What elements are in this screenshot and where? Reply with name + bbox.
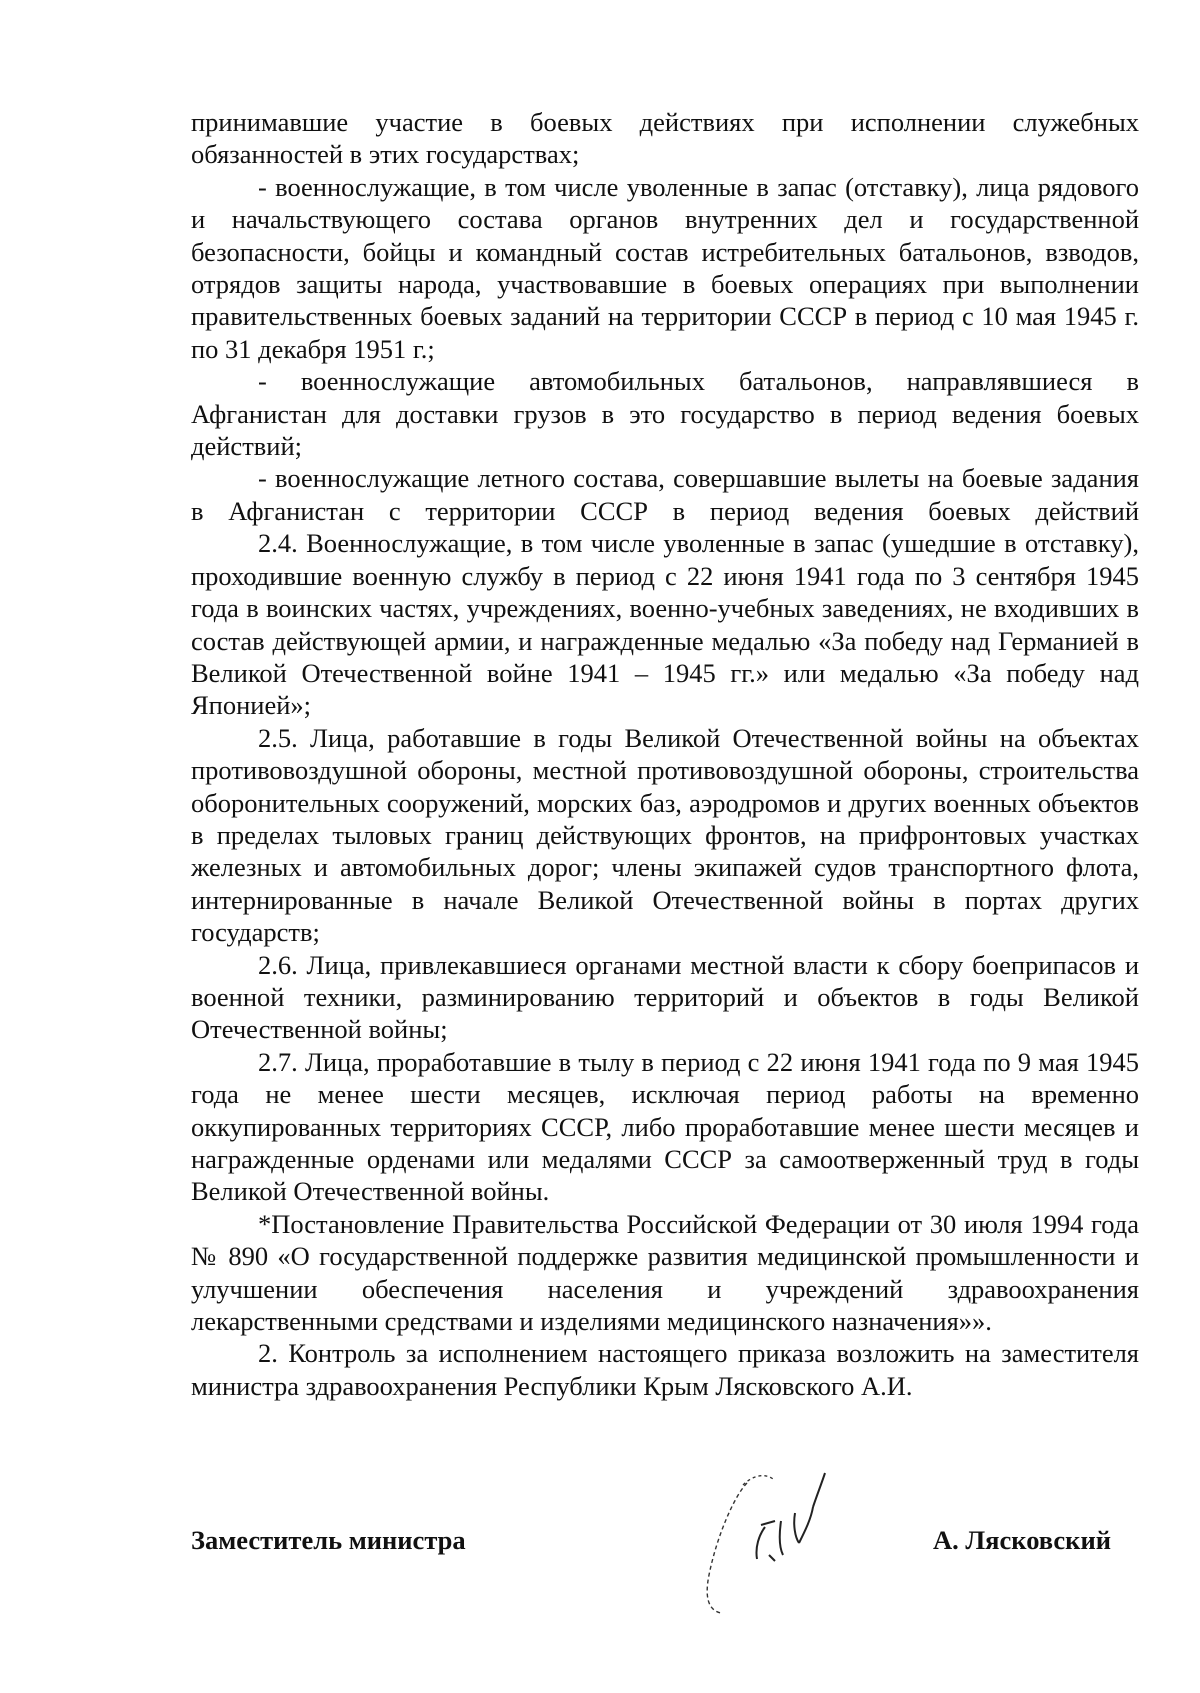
- paragraph-flight-personnel: - военнослужащие летного состава, совершавшие вылеты на боевые задания в Афганистан с территории СССР в период ведения боевых действий: [191, 463, 1139, 526]
- paragraph-2-7: 2.7. Лица, проработавшие в тылу в период с 22 июня 1941 года по 9 мая 1945 года не менее шести месяцев, исключая период работы на временно оккупированных территориях СССР, либо проработавшие менее шести месяцев и награжденные орденами или медалями СССР за самоотверженный труд в годы Великой Отечественной войны.: [191, 1046, 1139, 1207]
- paragraph-continuation: принимавшие участие в боевых действиях при исполнении служебных обязанностей в этих государствах;: [191, 107, 1139, 170]
- paragraph-2-6: 2.6. Лица, привлекавшиеся органами местной власти к сбору боеприпасов и военной техники, разминированию территорий и объектов в годы Великой Отечественной войны;: [191, 949, 1139, 1045]
- signatory-name: А. Лясковский: [933, 1525, 1111, 1555]
- paragraph-footnote-decree: *Постановление Правительства Российской Федерации от 30 июля 1994 года № 890 «О государственной поддержке развития медицинской промышленности и улучшении обеспечения населения и учреждений здравоохранения лекарственными средствами и изделиями медицинского назначения»».: [191, 1208, 1139, 1337]
- paragraph-military-internal-affairs: - военнослужащие, в том числе уволенные в запас (отставку), лица рядового и начальствующего состава органов внутренних дел и государственной безопасности, бойцы и командный состав истребительных батальонов, взводов, отрядов защиты народа, участвовавшие в боевых операциях при выполнении правительственных боевых заданий на территории СССР в период с 10 мая 1945 г. по 31 декабря 1951 г.;: [191, 171, 1139, 364]
- document-body: [191, 106, 1139, 1402]
- signatory-title: Заместитель министра: [191, 1525, 466, 1555]
- paragraph-2-4: 2.4. Военнослужащие, в том числе уволенные в запас (ушедшие в отставку), проходившие военную службу в период с 22 июня 1941 года по 3 сентября 1945 года в воинских частях, учреждениях, военно-учебных заведениях, не входивших в состав действующей армии, и награжденные медалью «За победу над Германией в Великой Отечественной войне 1941 – 1945 гг.» или медалью «За победу над Японией»;: [191, 528, 1139, 721]
- signature-block: [191, 1525, 1111, 1565]
- paragraph-2-5: 2.5. Лица, работавшие в годы Великой Отечественной войны на объектах противовоздушной обороны, местной противовоздушной обороны, строительства оборонительных сооружений, морских баз, аэродромов и других военных объектов в пределах тыловых границ действующих фронтов, на прифронтовых участках железных и автомобильных дорог; члены экипажей судов транспортного флота, интернированные в начале Великой Отечественной войны в портах других государств;: [191, 722, 1139, 948]
- paragraph-auto-battalions: - военнослужащие автомобильных батальонов, направлявшиеся в Афганистан для доставки грузов в это государство в период ведения боевых действий;: [191, 366, 1139, 462]
- paragraph-control-clause: 2. Контроль за исполнением настоящего приказа возложить на заместителя министра здравоохранения Республики Крым Лясковского А.И.: [191, 1338, 1139, 1401]
